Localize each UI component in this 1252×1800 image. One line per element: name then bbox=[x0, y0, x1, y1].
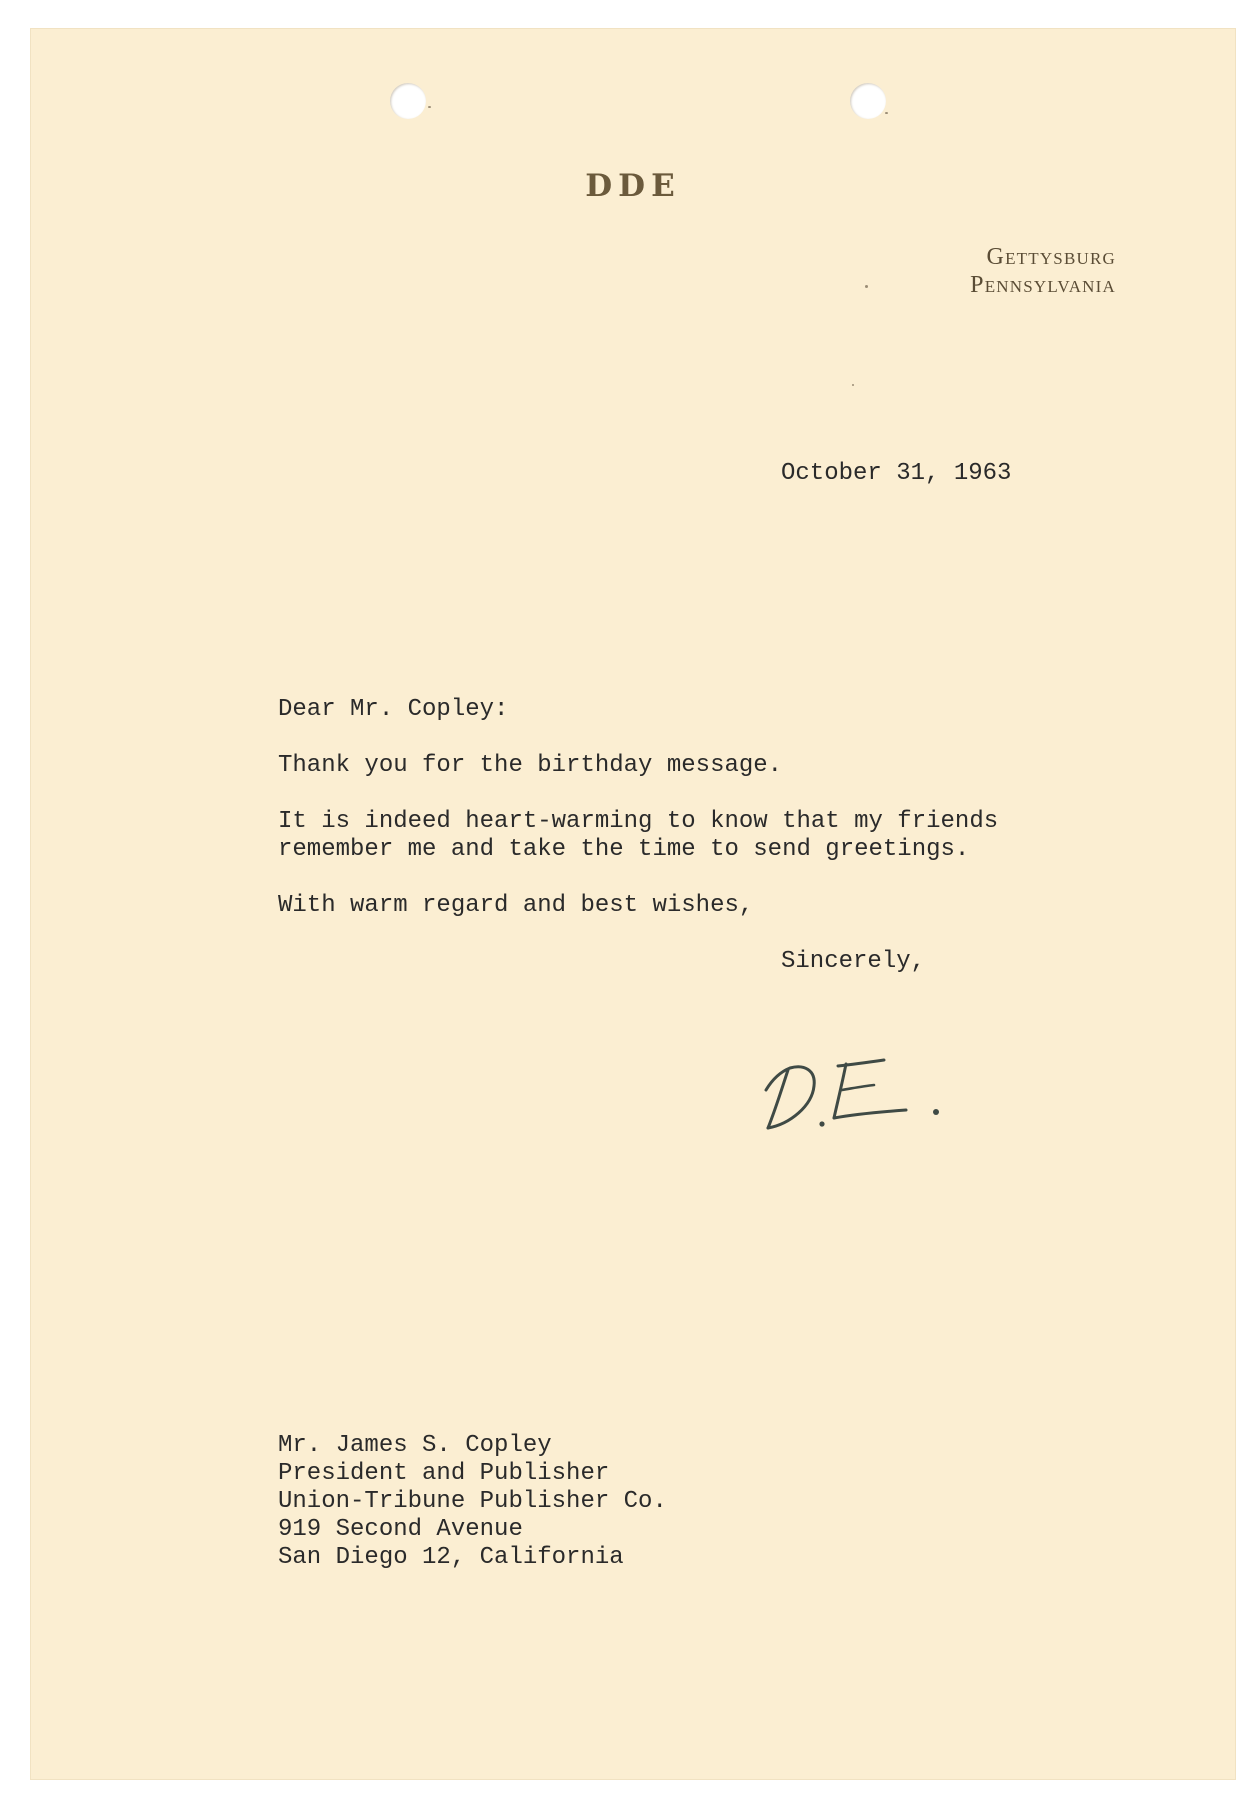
recipient-line: Mr. James S. Copley bbox=[278, 1432, 552, 1459]
body-paragraph-2-line-1: It is indeed heart-warming to know that my friends bbox=[278, 808, 999, 835]
signature-stroke-e-bottom bbox=[834, 1110, 906, 1118]
letterhead-city: Gettysburg bbox=[986, 244, 1116, 270]
signature-stroke-d-stem bbox=[768, 1070, 788, 1128]
signature-stroke-e-stem bbox=[834, 1064, 846, 1118]
letter-page bbox=[30, 28, 1236, 1780]
body-paragraph-3: With warm regard and best wishes, bbox=[278, 892, 754, 919]
recipient-line: 919 Second Avenue bbox=[278, 1516, 523, 1543]
closing: Sincerely, bbox=[781, 948, 926, 975]
signature-stroke-d-bowl bbox=[766, 1067, 814, 1128]
recipient-line: President and Publisher bbox=[278, 1460, 610, 1487]
signature-stroke-e-middle bbox=[842, 1085, 874, 1090]
body-paragraph-2-line-2: remember me and take the time to send greetings. bbox=[278, 836, 970, 863]
recipient-line: San Diego 12, California bbox=[278, 1544, 624, 1571]
paper-speck bbox=[852, 384, 854, 386]
paper-speck bbox=[428, 106, 431, 108]
letter-date: October 31, 1963 bbox=[781, 460, 1012, 487]
recipient-line: Union-Tribune Publisher Co. bbox=[278, 1488, 667, 1515]
handwritten-signature bbox=[760, 1028, 970, 1138]
signature-dot-2 bbox=[933, 1109, 939, 1115]
punch-hole-right bbox=[850, 83, 886, 119]
salutation: Dear Mr. Copley: bbox=[278, 696, 509, 723]
body-paragraph-1: Thank you for the birthday message. bbox=[278, 752, 783, 779]
paper-speck bbox=[885, 112, 888, 114]
paper-speck bbox=[865, 285, 868, 288]
letterhead-state: Pennsylvania bbox=[970, 272, 1116, 298]
signature-dot-1 bbox=[819, 1121, 824, 1126]
punch-hole-left bbox=[390, 83, 426, 119]
letterhead-monogram: DDE bbox=[585, 168, 681, 204]
